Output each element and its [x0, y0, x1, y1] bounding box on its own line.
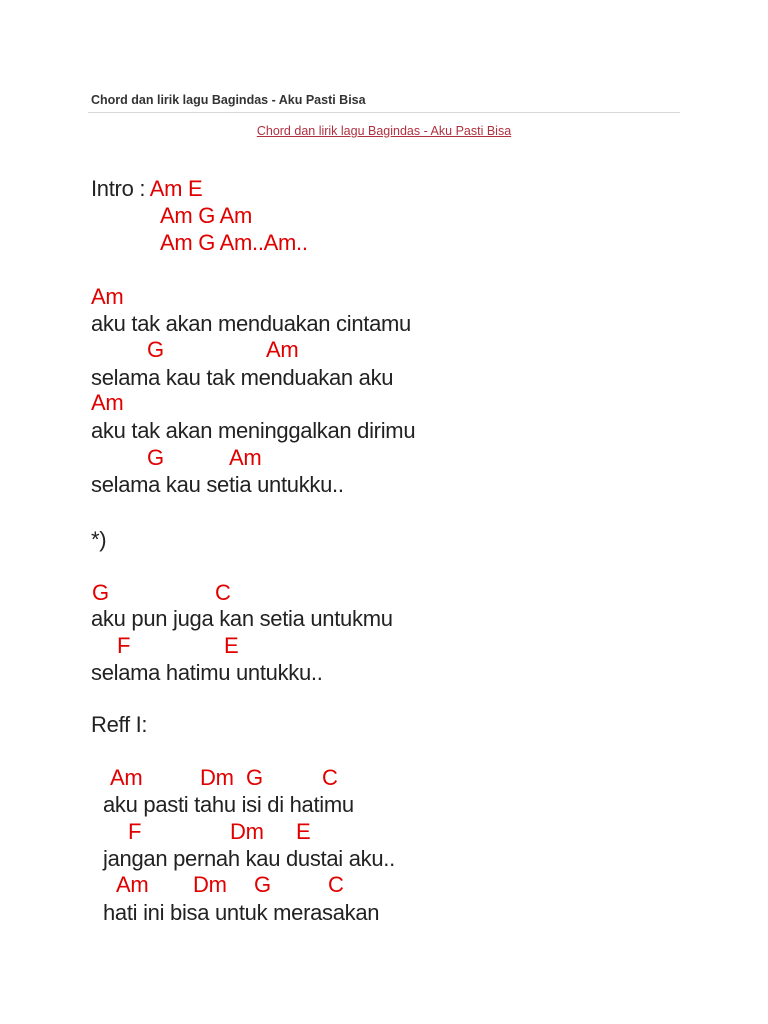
- chord: Am: [110, 765, 143, 790]
- title-link[interactable]: Chord dan lirik lagu Bagindas - Aku Pasti Bisa: [256, 124, 512, 138]
- chord: E: [296, 819, 311, 844]
- chord: Dm: [230, 819, 264, 844]
- lyric-line: hati ini bisa untuk merasakan: [103, 900, 380, 925]
- chord: Dm: [200, 765, 234, 790]
- chord: Am: [229, 445, 262, 470]
- chord-line: Am G Am..Am..: [160, 230, 308, 255]
- chord: F: [128, 819, 142, 844]
- lyric-line: jangan pernah kau dustai aku..: [103, 846, 395, 871]
- intro-line: [91, 176, 202, 202]
- chord: G: [147, 445, 164, 470]
- chord: Am: [91, 284, 124, 309]
- section-label: Reff I:: [91, 712, 148, 737]
- chord: G: [92, 580, 109, 605]
- lyric-line: aku pasti tahu isi di hatimu: [103, 792, 354, 817]
- lyric-line: selama kau setia untukku..: [91, 472, 344, 497]
- divider: [88, 112, 680, 113]
- chord: Am: [116, 872, 149, 897]
- chord: Am E: [149, 176, 203, 201]
- chord: G: [254, 872, 271, 897]
- chord: Am: [266, 337, 299, 362]
- lyric-line: selama kau tak menduakan aku: [91, 365, 394, 390]
- document-title: Chord dan lirik lagu Bagindas - Aku Pasti Bisa: [91, 93, 366, 107]
- lyric-line: aku pun juga kan setia untukmu: [91, 606, 393, 631]
- chord: G: [246, 765, 263, 790]
- chord: C: [322, 765, 338, 790]
- chord: Am: [91, 390, 124, 415]
- section-marker: *): [91, 527, 107, 552]
- chord: C: [328, 872, 344, 897]
- intro-label: Intro :: [91, 176, 150, 201]
- chord: F: [117, 633, 131, 658]
- chord: C: [215, 580, 231, 605]
- chord-line: Am G Am: [160, 203, 253, 228]
- chord: E: [224, 633, 239, 658]
- lyric-line: selama hatimu untukku..: [91, 660, 323, 685]
- chord: G: [147, 337, 164, 362]
- lyric-line: aku tak akan meninggalkan dirimu: [91, 418, 416, 443]
- title-link-row: [0, 124, 768, 138]
- lyric-line: aku tak akan menduakan cintamu: [91, 311, 411, 336]
- chord: Dm: [193, 872, 227, 897]
